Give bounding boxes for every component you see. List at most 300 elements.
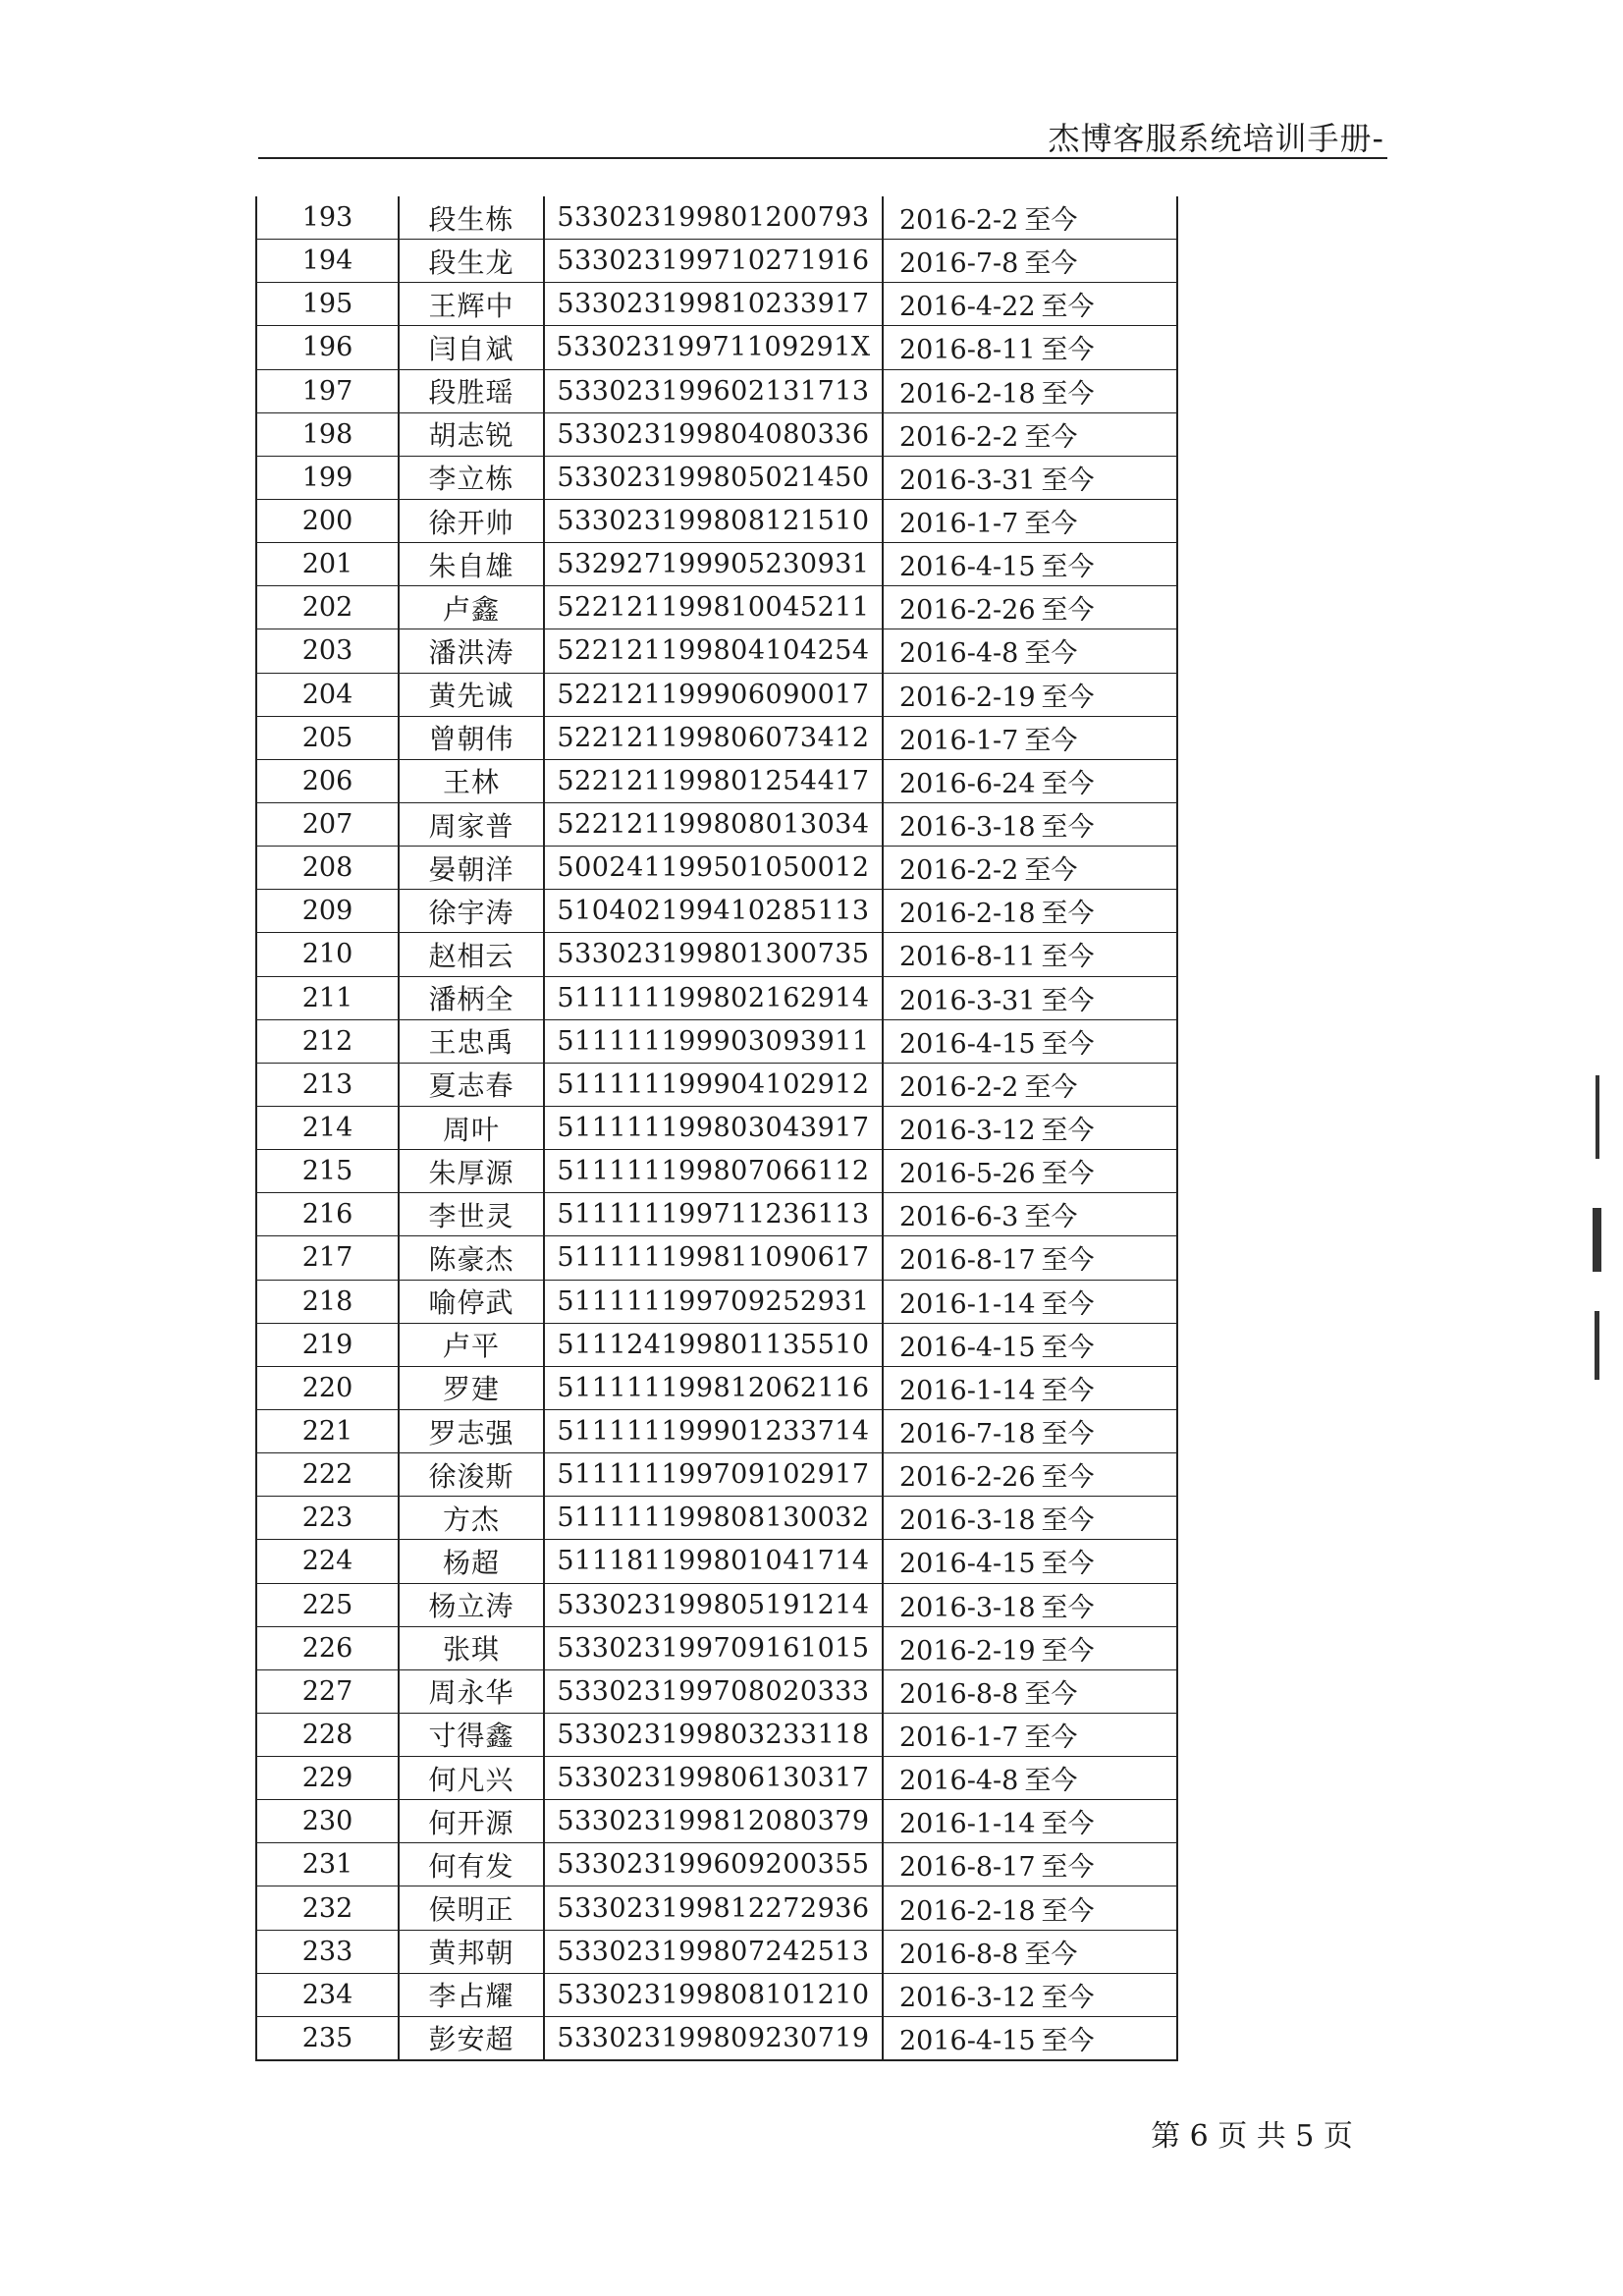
table-row (256, 1236, 1177, 1280)
id-number-cell: 511111199904102912 (544, 1063, 883, 1106)
period-cell (883, 1453, 1177, 1497)
id-number-cell: 532927199905230931 (544, 543, 883, 586)
id-number-cell: 533023199808101210 (544, 1973, 883, 2016)
start-date: 2016-3-12 (899, 1982, 1036, 2013)
table-row (256, 629, 1177, 673)
name-cell: 段胜瑶 (399, 369, 544, 412)
row-number-cell: 205 (256, 716, 399, 759)
until-now-label: 至今 (1041, 335, 1095, 366)
until-now-label: 至今 (1041, 812, 1095, 844)
name-cell: 朱厚源 (399, 1150, 544, 1193)
row-number-cell: 194 (256, 240, 399, 283)
name-cell: 罗建 (399, 1366, 544, 1409)
period-cell (883, 1063, 1177, 1106)
name-cell: 段生栋 (399, 196, 544, 240)
period-cell (883, 802, 1177, 846)
id-number-cell: 533023199803233118 (544, 1713, 883, 1756)
start-date: 2016-1-14 (899, 1288, 1036, 1320)
id-number-cell: 533023199801200793 (544, 196, 883, 240)
row-number-cell: 231 (256, 1843, 399, 1886)
id-number-cell: 511111199808130032 (544, 1497, 883, 1540)
name-cell: 赵相云 (399, 933, 544, 976)
name-cell: 卢鑫 (399, 586, 544, 629)
start-date: 2016-2-18 (899, 899, 1036, 930)
start-date: 2016-1-7 (899, 509, 1019, 540)
table-row (256, 1930, 1177, 1973)
period-cell (883, 456, 1177, 499)
table-row (256, 847, 1177, 890)
start-date: 2016-3-31 (899, 985, 1036, 1016)
table-row (256, 1583, 1177, 1626)
id-number-cell: 533023199801300735 (544, 933, 883, 976)
start-date: 2016-8-17 (899, 1245, 1036, 1277)
period-cell (883, 1193, 1177, 1236)
start-date: 2016-2-2 (899, 1071, 1019, 1103)
id-number-cell: 522121199806073412 (544, 716, 883, 759)
row-number-cell: 198 (256, 412, 399, 456)
row-number-cell: 206 (256, 759, 399, 802)
start-date: 2016-8-8 (899, 1939, 1019, 1970)
table-row (256, 759, 1177, 802)
name-cell: 侯明正 (399, 1886, 544, 1930)
name-cell: 罗志强 (399, 1409, 544, 1452)
name-cell: 朱自雄 (399, 543, 544, 586)
period-cell (883, 1236, 1177, 1280)
start-date: 2016-4-15 (899, 552, 1036, 583)
id-number-cell: 511111199811090617 (544, 1236, 883, 1280)
table-row (256, 1973, 1177, 2016)
until-now-label: 至今 (1041, 1419, 1095, 1449)
row-number-cell: 226 (256, 1626, 399, 1669)
row-number-cell: 221 (256, 1409, 399, 1452)
until-now-label: 至今 (1041, 1505, 1095, 1537)
until-now-label: 至今 (1024, 1939, 1078, 1970)
table-row (256, 2016, 1177, 2060)
id-number-cell: 522121199808013034 (544, 802, 883, 846)
start-date: 2016-2-26 (899, 1462, 1036, 1494)
row-number-cell: 218 (256, 1280, 399, 1323)
row-number-cell: 228 (256, 1713, 399, 1756)
row-number-cell: 224 (256, 1540, 399, 1583)
id-number-cell: 533023199609200355 (544, 1843, 883, 1886)
period-cell (883, 1540, 1177, 1583)
period-cell (883, 196, 1177, 240)
start-date: 2016-2-2 (899, 855, 1019, 887)
name-cell: 李占耀 (399, 1973, 544, 2016)
id-number-cell: 533023199805021450 (544, 456, 883, 499)
until-now-label: 至今 (1024, 855, 1078, 887)
period-cell (883, 1150, 1177, 1193)
table-row (256, 1106, 1177, 1149)
start-date: 2016-4-15 (899, 1028, 1036, 1060)
until-now-label: 至今 (1041, 682, 1095, 713)
header-rule (258, 157, 1387, 159)
until-now-label: 至今 (1041, 1116, 1095, 1147)
name-cell: 夏志春 (399, 1063, 544, 1106)
name-cell: 李立栋 (399, 456, 544, 499)
table-row (256, 326, 1177, 369)
row-number-cell: 208 (256, 847, 399, 890)
id-number-cell: 533023199708020333 (544, 1669, 883, 1713)
period-cell (883, 326, 1177, 369)
table-row (256, 1843, 1177, 1886)
start-date: 2016-4-8 (899, 1766, 1019, 1797)
name-cell: 彭安超 (399, 2016, 544, 2060)
table-row (256, 673, 1177, 716)
name-cell: 寸得鑫 (399, 1713, 544, 1756)
row-number-cell: 196 (256, 326, 399, 369)
id-number-cell: 511111199802162914 (544, 976, 883, 1019)
name-cell: 周永华 (399, 1669, 544, 1713)
table-row (256, 1193, 1177, 1236)
table-row (256, 283, 1177, 326)
period-cell (883, 283, 1177, 326)
table-row (256, 1150, 1177, 1193)
until-now-label: 至今 (1024, 421, 1078, 453)
start-date: 2016-6-24 (899, 768, 1036, 799)
until-now-label: 至今 (1041, 899, 1095, 930)
until-now-label: 至今 (1041, 1852, 1095, 1884)
id-number-cell: 511111199812062116 (544, 1366, 883, 1409)
start-date: 2016-1-14 (899, 1375, 1036, 1406)
name-cell: 徐开帅 (399, 499, 544, 542)
row-number-cell: 207 (256, 802, 399, 846)
start-date: 2016-7-18 (899, 1419, 1036, 1449)
until-now-label: 至今 (1041, 1809, 1095, 1840)
period-cell (883, 1757, 1177, 1800)
name-cell: 杨超 (399, 1540, 544, 1583)
table-row (256, 1626, 1177, 1669)
period-cell (883, 673, 1177, 716)
row-number-cell: 217 (256, 1236, 399, 1280)
id-number-cell: 522121199810045211 (544, 586, 883, 629)
until-now-label: 至今 (1024, 1722, 1078, 1753)
id-number-cell: 510402199410285113 (544, 890, 883, 933)
row-number-cell: 210 (256, 933, 399, 976)
id-number-cell: 533023199804080336 (544, 412, 883, 456)
row-number-cell: 220 (256, 1366, 399, 1409)
id-number-cell: 533023199810233917 (544, 283, 883, 326)
start-date: 2016-3-12 (899, 1116, 1036, 1147)
table-row (256, 369, 1177, 412)
id-number-cell: 511111199711236113 (544, 1193, 883, 1236)
row-number-cell: 229 (256, 1757, 399, 1800)
name-cell: 徐浚斯 (399, 1453, 544, 1497)
scan-edge-mark (1595, 1311, 1599, 1380)
period-cell (883, 759, 1177, 802)
start-date: 2016-2-2 (899, 205, 1019, 237)
row-number-cell: 199 (256, 456, 399, 499)
row-number-cell: 193 (256, 196, 399, 240)
id-number-cell: 511111199709102917 (544, 1453, 883, 1497)
name-cell: 潘柄全 (399, 976, 544, 1019)
until-now-label: 至今 (1041, 465, 1095, 496)
table-row (256, 1019, 1177, 1063)
name-cell: 闫自斌 (399, 326, 544, 369)
table-row (256, 456, 1177, 499)
period-cell (883, 890, 1177, 933)
name-cell: 卢平 (399, 1323, 544, 1366)
name-cell: 何有发 (399, 1843, 544, 1886)
name-cell: 何凡兴 (399, 1757, 544, 1800)
period-cell (883, 2016, 1177, 2060)
start-date: 2016-4-15 (899, 1549, 1036, 1580)
name-cell: 王辉中 (399, 283, 544, 326)
row-number-cell: 233 (256, 1930, 399, 1973)
page-number: 第 6 页 共 5 页 (1151, 2119, 1353, 2154)
until-now-label: 至今 (1041, 1635, 1095, 1667)
table-row (256, 1366, 1177, 1409)
until-now-label: 至今 (1041, 768, 1095, 799)
row-number-cell: 232 (256, 1886, 399, 1930)
table-row (256, 1886, 1177, 1930)
id-number-cell: 500241199501050012 (544, 847, 883, 890)
table-row (256, 1063, 1177, 1106)
period-cell (883, 1713, 1177, 1756)
until-now-label: 至今 (1041, 1462, 1095, 1494)
id-number-cell: 533023199806130317 (544, 1757, 883, 1800)
table-row (256, 1323, 1177, 1366)
table-row (256, 586, 1177, 629)
start-date: 2016-8-8 (899, 1678, 1019, 1710)
until-now-label: 至今 (1041, 985, 1095, 1016)
until-now-label: 至今 (1024, 248, 1078, 280)
start-date: 2016-6-3 (899, 1202, 1019, 1233)
period-cell (883, 1886, 1177, 1930)
table-row (256, 1713, 1177, 1756)
id-number-cell: 511111199903093911 (544, 1019, 883, 1063)
id-number-cell: 533023199808121510 (544, 499, 883, 542)
until-now-label: 至今 (1041, 1895, 1095, 1927)
row-number-cell: 223 (256, 1497, 399, 1540)
table-row (256, 1669, 1177, 1713)
id-number-cell: 522121199906090017 (544, 673, 883, 716)
name-cell: 晏朝洋 (399, 847, 544, 890)
row-number-cell: 235 (256, 2016, 399, 2060)
roster-table (255, 196, 1178, 2061)
table-row (256, 716, 1177, 759)
roster-table-body (256, 196, 1177, 2060)
row-number-cell: 216 (256, 1193, 399, 1236)
period-cell (883, 1323, 1177, 1366)
name-cell: 王林 (399, 759, 544, 802)
period-cell (883, 543, 1177, 586)
until-now-label: 至今 (1024, 725, 1078, 756)
start-date: 2016-4-15 (899, 2025, 1036, 2056)
row-number-cell: 214 (256, 1106, 399, 1149)
row-number-cell: 200 (256, 499, 399, 542)
row-number-cell: 202 (256, 586, 399, 629)
name-cell: 何开源 (399, 1800, 544, 1843)
until-now-label: 至今 (1041, 1288, 1095, 1320)
start-date: 2016-8-17 (899, 1852, 1036, 1884)
start-date: 2016-1-7 (899, 725, 1019, 756)
period-cell (883, 1930, 1177, 1973)
table-row (256, 499, 1177, 542)
start-date: 2016-2-2 (899, 421, 1019, 453)
id-number-cell: 522121199804104254 (544, 629, 883, 673)
scan-edge-mark (1596, 1075, 1599, 1159)
period-cell (883, 847, 1177, 890)
table-row (256, 802, 1177, 846)
document-header-title: 杰博客服系统培训手册- (1048, 120, 1384, 157)
period-cell (883, 1583, 1177, 1626)
start-date: 2016-8-11 (899, 335, 1036, 366)
until-now-label: 至今 (1041, 1982, 1095, 2013)
start-date: 2016-4-22 (899, 292, 1036, 323)
period-cell (883, 1497, 1177, 1540)
until-now-label: 至今 (1041, 1375, 1095, 1406)
period-cell (883, 369, 1177, 412)
name-cell: 李世灵 (399, 1193, 544, 1236)
row-number-cell: 204 (256, 673, 399, 716)
name-cell: 潘洪涛 (399, 629, 544, 673)
start-date: 2016-4-15 (899, 1332, 1036, 1363)
id-number-cell: 533023199709161015 (544, 1626, 883, 1669)
until-now-label: 至今 (1041, 1332, 1095, 1363)
row-number-cell: 230 (256, 1800, 399, 1843)
table-row (256, 1409, 1177, 1452)
period-cell (883, 1409, 1177, 1452)
period-cell (883, 1626, 1177, 1669)
until-now-label: 至今 (1024, 1202, 1078, 1233)
id-number-cell: 511111199807066112 (544, 1150, 883, 1193)
table-row (256, 1757, 1177, 1800)
row-number-cell: 209 (256, 890, 399, 933)
table-row (256, 1497, 1177, 1540)
table-row (256, 1540, 1177, 1583)
period-cell (883, 1019, 1177, 1063)
period-cell (883, 1669, 1177, 1713)
until-now-label: 至今 (1024, 1071, 1078, 1103)
name-cell: 周叶 (399, 1106, 544, 1149)
start-date: 2016-3-18 (899, 812, 1036, 844)
period-cell (883, 1843, 1177, 1886)
period-cell (883, 1280, 1177, 1323)
until-now-label: 至今 (1041, 552, 1095, 583)
name-cell: 方杰 (399, 1497, 544, 1540)
id-number-cell: 511111199901233714 (544, 1409, 883, 1452)
start-date: 2016-1-14 (899, 1809, 1036, 1840)
id-number-cell: 533023199710271916 (544, 240, 883, 283)
id-number-cell: 53302319971109291X (544, 326, 883, 369)
until-now-label: 至今 (1041, 595, 1095, 627)
name-cell: 曾朝伟 (399, 716, 544, 759)
id-number-cell: 533023199812272936 (544, 1886, 883, 1930)
until-now-label: 至今 (1041, 292, 1095, 323)
start-date: 2016-2-18 (899, 378, 1036, 410)
name-cell: 徐宇涛 (399, 890, 544, 933)
period-cell (883, 1800, 1177, 1843)
row-number-cell: 222 (256, 1453, 399, 1497)
period-cell (883, 1973, 1177, 2016)
row-number-cell: 211 (256, 976, 399, 1019)
name-cell: 黄先诚 (399, 673, 544, 716)
start-date: 2016-3-18 (899, 1505, 1036, 1537)
period-cell (883, 1366, 1177, 1409)
until-now-label: 至今 (1024, 205, 1078, 237)
table-row (256, 412, 1177, 456)
row-number-cell: 197 (256, 369, 399, 412)
id-number-cell: 511181199801041714 (544, 1540, 883, 1583)
name-cell: 杨立涛 (399, 1583, 544, 1626)
table-row (256, 196, 1177, 240)
period-cell (883, 412, 1177, 456)
name-cell: 胡志锐 (399, 412, 544, 456)
row-number-cell: 212 (256, 1019, 399, 1063)
period-cell (883, 240, 1177, 283)
row-number-cell: 213 (256, 1063, 399, 1106)
table-row (256, 1800, 1177, 1843)
id-number-cell: 522121199801254417 (544, 759, 883, 802)
period-cell (883, 716, 1177, 759)
start-date: 2016-8-11 (899, 942, 1036, 973)
start-date: 2016-2-26 (899, 595, 1036, 627)
start-date: 2016-2-18 (899, 1895, 1036, 1927)
id-number-cell: 533023199602131713 (544, 369, 883, 412)
table-row (256, 543, 1177, 586)
table-row (256, 1453, 1177, 1497)
id-number-cell: 533023199809230719 (544, 2016, 883, 2060)
period-cell (883, 499, 1177, 542)
scan-edge-mark (1593, 1208, 1601, 1272)
start-date: 2016-2-19 (899, 682, 1036, 713)
table-row (256, 933, 1177, 976)
table-row (256, 890, 1177, 933)
id-number-cell: 533023199807242513 (544, 1930, 883, 1973)
table-row (256, 240, 1177, 283)
period-cell (883, 976, 1177, 1019)
name-cell: 陈豪杰 (399, 1236, 544, 1280)
period-cell (883, 629, 1177, 673)
row-number-cell: 215 (256, 1150, 399, 1193)
row-number-cell: 225 (256, 1583, 399, 1626)
start-date: 2016-3-31 (899, 465, 1036, 496)
start-date: 2016-4-8 (899, 638, 1019, 670)
id-number-cell: 511111199709252931 (544, 1280, 883, 1323)
until-now-label: 至今 (1041, 2025, 1095, 2056)
row-number-cell: 227 (256, 1669, 399, 1713)
name-cell: 张琪 (399, 1626, 544, 1669)
period-cell (883, 586, 1177, 629)
row-number-cell: 234 (256, 1973, 399, 2016)
start-date: 2016-2-19 (899, 1635, 1036, 1667)
row-number-cell: 219 (256, 1323, 399, 1366)
name-cell: 周家普 (399, 802, 544, 846)
start-date: 2016-3-18 (899, 1592, 1036, 1623)
until-now-label: 至今 (1024, 509, 1078, 540)
until-now-label: 至今 (1041, 378, 1095, 410)
start-date: 2016-7-8 (899, 248, 1019, 280)
id-number-cell: 511111199803043917 (544, 1106, 883, 1149)
row-number-cell: 203 (256, 629, 399, 673)
until-now-label: 至今 (1041, 1159, 1095, 1190)
until-now-label: 至今 (1024, 638, 1078, 670)
name-cell: 段生龙 (399, 240, 544, 283)
id-number-cell: 511124199801135510 (544, 1323, 883, 1366)
period-cell (883, 1106, 1177, 1149)
until-now-label: 至今 (1041, 942, 1095, 973)
id-number-cell: 533023199805191214 (544, 1583, 883, 1626)
until-now-label: 至今 (1041, 1245, 1095, 1277)
table-row (256, 1280, 1177, 1323)
id-number-cell: 533023199812080379 (544, 1800, 883, 1843)
name-cell: 王忠禹 (399, 1019, 544, 1063)
until-now-label: 至今 (1024, 1678, 1078, 1710)
row-number-cell: 201 (256, 543, 399, 586)
until-now-label: 至今 (1024, 1766, 1078, 1797)
until-now-label: 至今 (1041, 1028, 1095, 1060)
